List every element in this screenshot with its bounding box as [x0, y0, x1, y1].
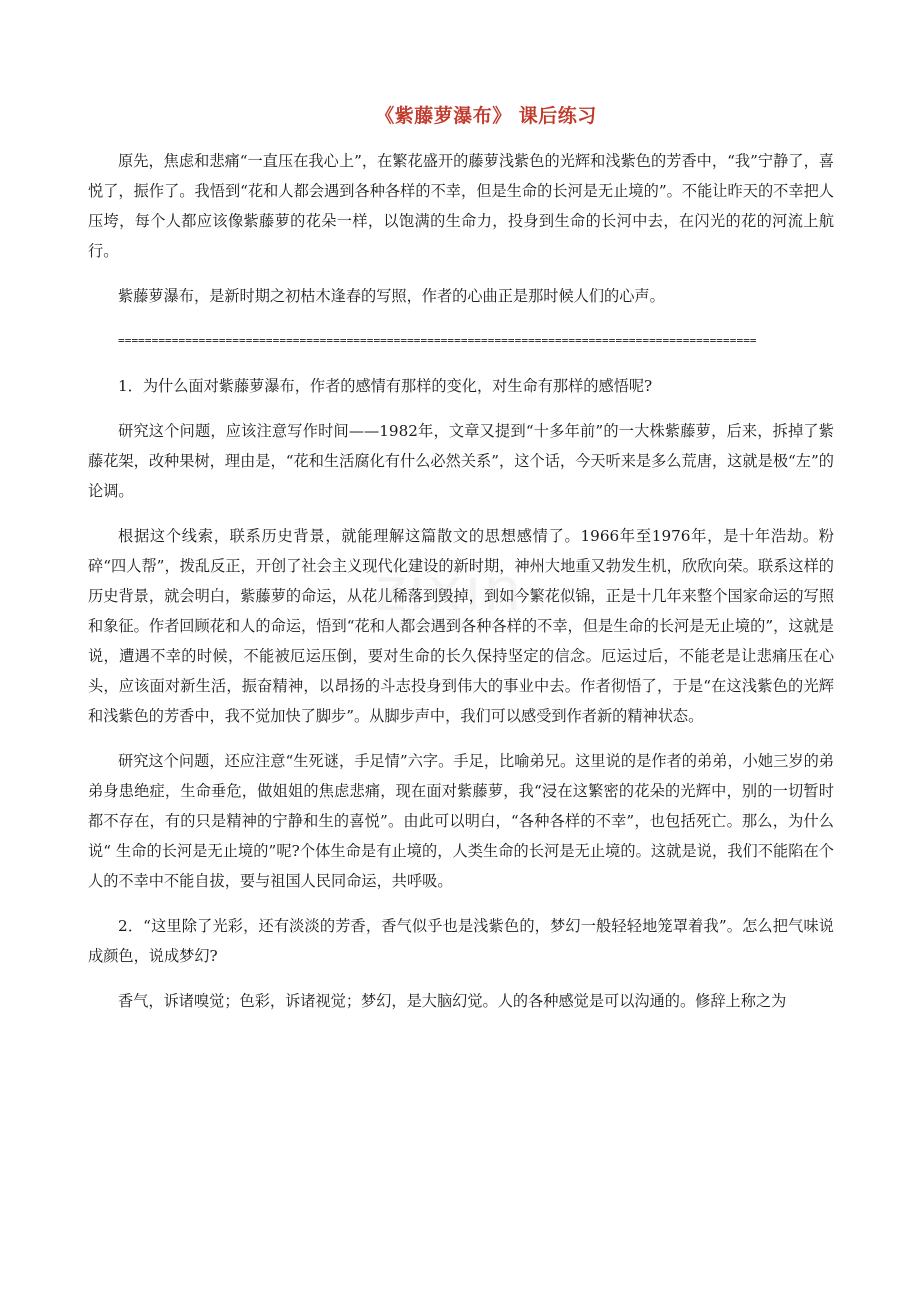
document-title: 《紫藤萝瀑布》 课后练习: [375, 105, 597, 127]
question-1: 1．为什么面对紫藤萝瀑布，作者的感情有那样的变化，对生命有那样的感悟呢?: [118, 377, 653, 395]
answer-1-paragraph-2: 根据这个线索，联系历史背景，就能理解这篇散文的思想感情了。1966年至1976年，是十年浩劫。粉碎“四人帮”，拨乱反正，开创了社会主义现代化建设的新时期，神州大地重又勃发生机，欣欣向荣。联系这样的历史背景，就会明白，紫藤萝的命运，从花儿稀落到毁掉，到如今繁花似锦，正是十几年来整个国家命运的写照和象征。作者回顾花和人的命运，悟到“花和人都会遇到各种各样的不幸，但是生命的长河是无止境的”，这就是说，遭遇不幸的时候，不能被厄运压倒，要对生命的长久保持坚定的信念。厄运过后，不能老是让悲痛压在心头，应该面对新生活，振奋精神，以昂扬的斗志投身到伟大的事业中去。作者彻悟了，于是“在这浅紫色的光辉和浅紫色的芳香中，我不觉加快了脚步”。从脚步声中，我们可以感受到作者新的精神状态。: [88, 527, 834, 725]
question-2: 2．“这里除了光彩，还有淡淡的芳香，香气似乎也是浅紫色的，梦幻一般轻轻地笼罩着我”。怎么把气味说成颜色，说成梦幻?: [88, 917, 834, 965]
answer-1-paragraph-3: 研究这个问题，还应注意“生死谜，手足情”六字。手足，比喻弟兄。这里说的是作者的弟弟，小她三岁的弟弟身患绝症，生命垂危，做姐姐的焦虑悲痛，现在面对紫藤萝，我“浸在这繁密的花朵的光辉中，别的一切暂时都不存在，有的只是精神的宁静和生的喜悦”。由此可以明白，“各种各样的不幸”，也包括死亡。那么，为什么说“ 生命的长河是无止境的”呢?个体生命是有止境的，人类生命的长河是无止境的。这就是说，我们不能陷在个人的不幸中不能自拔，要与祖国人民同命运，共呼吸。: [88, 752, 834, 890]
divider-line: ===============================================================================================: [118, 334, 757, 347]
document-body: [88, 146, 834, 1031]
intro-paragraph-2: 紫藤萝瀑布，是新时期之初枯木逢春的写照，作者的心曲正是那时候人们的心声。: [118, 287, 665, 305]
answer-2-start: 香气，诉诸嗅觉；色彩，诉诸视觉；梦幻，是大脑幻觉。人的各种感觉是可以沟通的。修辞上称之为: [118, 992, 787, 1010]
answer-1-paragraph-1: 研究这个问题，应该注意写作时间——1982年，文章又提到“十多年前”的一大株紫藤萝，后来，拆掉了紫藤花架，改种果树，理由是，“花和生活腐化有什么必然关系”，这个话，今天听来是多么荒唐，这就是极“左”的论调。: [88, 422, 834, 500]
watermark: zixin: [375, 555, 524, 625]
intro-paragraph-1: 原先，焦虑和悲痛“一直压在我心上”，在繁花盛开的藤萝浅紫色的光辉和浅紫色的芳香中，“我”宁静了，喜悦了，振作了。我悟到“花和人都会遇到各种各样的不幸，但是生命的长河是无止境的”。不能让昨天的不幸把人压垮，每个人都应该像紫藤萝的花朵一样，以饱满的生命力，投身到生命的长河中去，在闪光的花的河流上航行。: [88, 152, 834, 260]
